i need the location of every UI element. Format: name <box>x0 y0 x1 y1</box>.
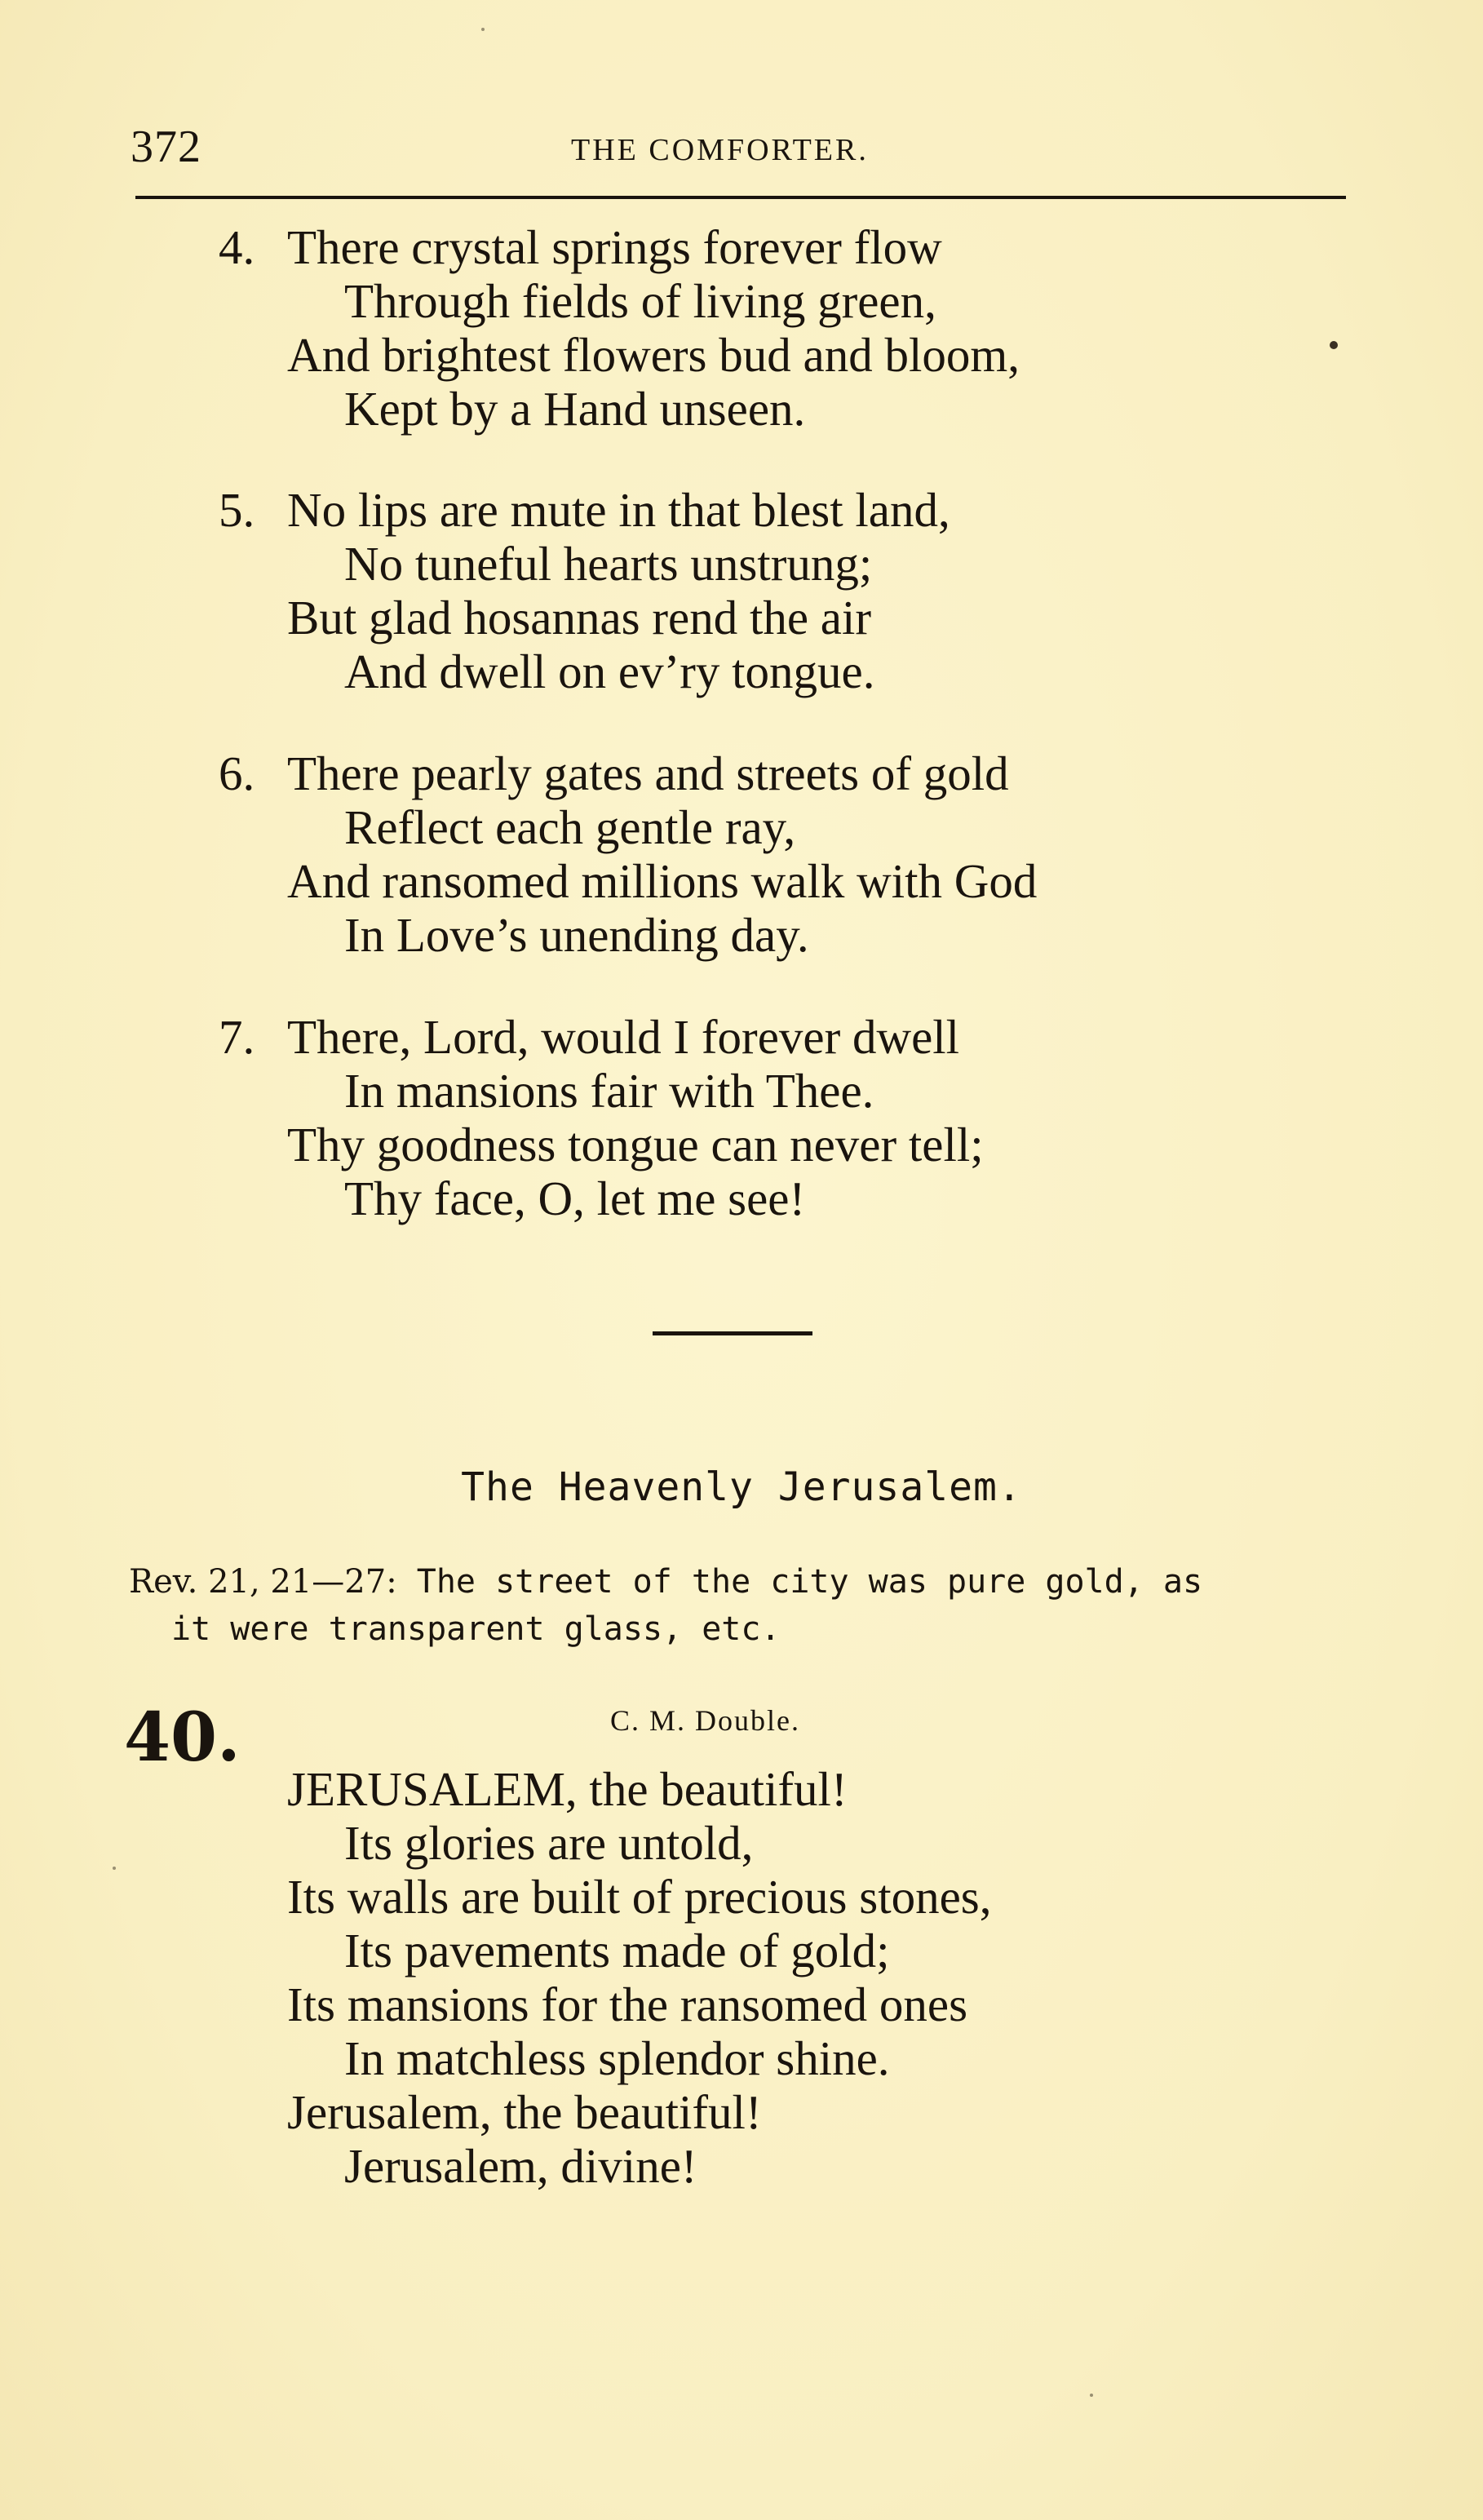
hymn-line: Its pavements made of gold; <box>344 1924 890 1977</box>
stanza-line: Thy face, O, let me see! <box>344 1171 806 1225</box>
scripture-citation: Rev. 21, 21—27: <box>129 1563 397 1601</box>
stanza-line: And ransomed millions walk with God <box>287 854 1038 908</box>
stanza-5 <box>0 483 950 698</box>
paper-speck <box>113 1867 116 1870</box>
stanza-line: But glad hosannas rend the air <box>287 591 872 644</box>
hymn-title: The Heavenly Jerusalem. <box>461 1464 1022 1510</box>
stanza-number: 6. <box>219 746 255 800</box>
stanza-line: No lips are mute in that blest land, <box>287 483 950 537</box>
stanza-4 <box>0 220 1020 436</box>
stanza-number: 5. <box>219 483 255 537</box>
hymn-line: Its glories are untold, <box>344 1816 754 1870</box>
hymn-meter: C. M. Double. <box>610 1704 800 1737</box>
scripture-text-continued: it were transparent glass, etc. <box>171 1610 781 1648</box>
scripture-reference <box>129 1558 1369 1653</box>
stanza-line: There, Lord, would I forever dwell <box>287 1010 960 1064</box>
hymn-line: Its mansions for the ransomed ones <box>287 1977 968 2031</box>
stanza-line: And dwell on ev’ry tongue. <box>344 644 875 698</box>
hymn-number: 40. <box>124 1698 241 1777</box>
stanza-number: 4. <box>219 220 255 274</box>
stanza-line: There crystal springs forever flow <box>287 220 942 274</box>
hymn-line: JERUSALEM, the beautiful! <box>287 1762 848 1816</box>
section-divider <box>653 1331 812 1335</box>
paper-speck <box>481 28 485 31</box>
hymn-verse <box>0 1762 992 2193</box>
paper-speck <box>1330 341 1338 349</box>
stanza-line: Kept by a Hand unseen. <box>344 382 806 436</box>
stanza-line: There pearly gates and streets of gold <box>287 746 1009 800</box>
hymn-line: Its walls are built of precious stones, <box>287 1870 992 1924</box>
scripture-text: The street of the city was pure gold, as <box>416 1563 1203 1601</box>
stanza-line: And brightest flowers bud and bloom, <box>287 328 1020 382</box>
hymn-line: Jerusalem, divine! <box>344 2139 697 2193</box>
hymn-line: Jerusalem, the beautiful! <box>287 2085 762 2139</box>
stanza-line: Through fields of living green, <box>344 274 936 328</box>
page-number: 372 <box>131 122 201 172</box>
stanza-number: 7. <box>219 1010 255 1064</box>
running-head: THE COMFORTER. <box>571 133 869 167</box>
stanza-line: Thy goodness tongue can never tell; <box>287 1118 984 1171</box>
stanza-7 <box>0 1010 984 1225</box>
stanza-line: In Love’s unending day. <box>344 908 809 962</box>
stanza-line: In mansions fair with Thee. <box>344 1064 874 1118</box>
header-rule <box>135 196 1346 199</box>
paper-speck <box>1090 2394 1093 2397</box>
stanza-line: Reflect each gentle ray, <box>344 800 796 854</box>
stanza-line: No tuneful hearts unstrung; <box>344 537 873 591</box>
stanza-6 <box>0 746 1037 962</box>
hymn-line: In matchless splendor shine. <box>344 2031 890 2085</box>
